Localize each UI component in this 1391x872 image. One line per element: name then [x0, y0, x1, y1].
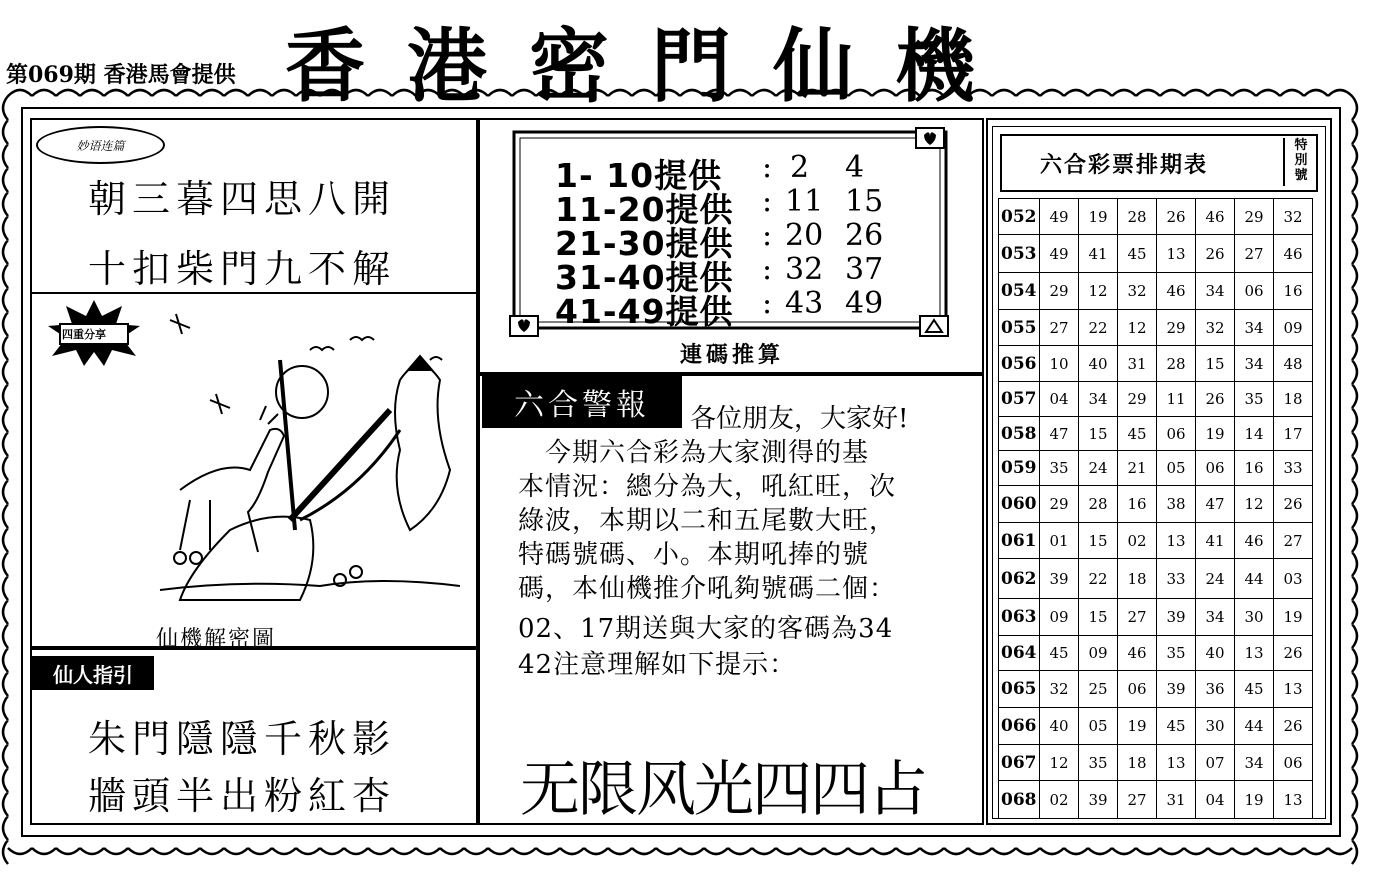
number-cell: 46: [1235, 523, 1274, 559]
header-divider: [1283, 138, 1285, 186]
period-cell: 068: [999, 781, 1040, 819]
number-cell: 12: [1079, 273, 1118, 310]
number-cell: 10: [1040, 346, 1079, 382]
number-cell: 24: [1196, 559, 1235, 599]
number-cell: 06: [1196, 451, 1235, 486]
number-cell: 16: [1274, 273, 1313, 310]
number-cell: 26: [1274, 708, 1313, 745]
range-value-2b: 15: [845, 184, 884, 219]
guide-label: 仙人指引: [32, 656, 154, 690]
period-cell: 054: [999, 273, 1040, 310]
number-cell: 34: [1235, 310, 1274, 346]
number-cell: 26: [1196, 382, 1235, 417]
period-cell: 060: [999, 486, 1040, 523]
schedule-table: [998, 198, 1313, 819]
table-row: [999, 235, 1313, 273]
table-row: [999, 199, 1313, 235]
number-cell: 29: [1118, 382, 1157, 417]
number-cell: 09: [1079, 636, 1118, 671]
table-row: [999, 599, 1313, 636]
range-value-1b: 4: [845, 150, 865, 185]
period-cell: 066: [999, 708, 1040, 745]
table-row: [999, 486, 1313, 523]
poem-line-1: 朝三暮四思八開: [88, 177, 397, 221]
number-cell: 06: [1274, 745, 1313, 781]
number-cell: 46: [1118, 636, 1157, 671]
schedule-title: 六合彩票排期表: [1040, 152, 1209, 178]
number-cell: 40: [1040, 708, 1079, 745]
number-cell: 45: [1118, 417, 1157, 451]
number-cell: 29: [1235, 199, 1274, 235]
number-cell: 25: [1079, 671, 1118, 708]
text-line-2: 本情況：總分為大，吼紅旺，次: [518, 472, 897, 502]
range-value-4b: 37: [845, 252, 884, 287]
text-line-3: 綠波，本期以二和五尾數大旺，: [518, 506, 897, 536]
number-cell: 01: [1040, 523, 1079, 559]
number-cell: 29: [1040, 486, 1079, 523]
poem2-line-1: 朱門隱隱千秋影: [88, 717, 397, 761]
number-cell: 29: [1157, 310, 1196, 346]
table-row: [999, 523, 1313, 559]
number-cell: 22: [1079, 310, 1118, 346]
number-cell: 39: [1157, 671, 1196, 708]
alarm-label: 六合警報: [482, 376, 682, 428]
period-cell: 052: [999, 199, 1040, 235]
number-cell: 45: [1157, 708, 1196, 745]
period-cell: 061: [999, 523, 1040, 559]
oval-label: 妙语连篇: [36, 126, 165, 164]
period-cell: 064: [999, 636, 1040, 671]
number-cell: 24: [1079, 451, 1118, 486]
range-sep: :: [762, 184, 773, 219]
number-cell: 34: [1235, 745, 1274, 781]
number-cell: 15: [1079, 417, 1118, 451]
range-value-4a: 32: [785, 252, 824, 287]
number-cell: 15: [1079, 599, 1118, 636]
number-cell: 35: [1079, 745, 1118, 781]
range-value-5b: 49: [845, 286, 884, 321]
number-cell: 44: [1235, 559, 1274, 599]
number-cell: 12: [1235, 486, 1274, 523]
special-number-label: 特別號: [1294, 138, 1308, 183]
number-cell: 40: [1196, 636, 1235, 671]
number-cell: 29: [1040, 273, 1079, 310]
crane-scene-illustration: [150, 300, 470, 610]
number-cell: 34: [1079, 382, 1118, 417]
number-cell: 41: [1079, 235, 1118, 273]
range-label-5: 41-49提供: [555, 292, 734, 331]
range-value-1a: 2: [790, 150, 810, 185]
number-cell: 02: [1118, 523, 1157, 559]
number-cell: 45: [1118, 235, 1157, 273]
table-row: [999, 745, 1313, 781]
number-cell: 06: [1118, 671, 1157, 708]
text-line-4: 特碼號碼、小。本期吼捧的號: [518, 540, 870, 570]
text-line-5: 碼，本仙機推介吼夠號碼二個：: [518, 574, 897, 604]
number-cell: 28: [1118, 199, 1157, 235]
number-cell: 06: [1235, 273, 1274, 310]
number-cell: 15: [1196, 346, 1235, 382]
number-cell: 32: [1040, 671, 1079, 708]
number-cell: 19: [1079, 199, 1118, 235]
number-cell: 31: [1118, 346, 1157, 382]
table-row: [999, 346, 1313, 382]
number-cell: 33: [1157, 559, 1196, 599]
range-value-3a: 20: [785, 218, 824, 253]
number-cell: 15: [1079, 523, 1118, 559]
number-cell: 28: [1157, 346, 1196, 382]
number-cell: 03: [1274, 559, 1313, 599]
number-cell: 16: [1235, 451, 1274, 486]
number-cell: 32: [1118, 273, 1157, 310]
number-cell: 31: [1157, 781, 1196, 819]
period-cell: 058: [999, 417, 1040, 451]
range-label-1: 1- 10提供: [555, 156, 723, 195]
number-cell: 34: [1196, 273, 1235, 310]
number-cell: 36: [1196, 671, 1235, 708]
range-label-4: 31-40提供: [555, 258, 734, 297]
period-cell: 063: [999, 599, 1040, 636]
number-cell: 35: [1157, 636, 1196, 671]
number-cell: 21: [1118, 451, 1157, 486]
number-cell: 16: [1118, 486, 1157, 523]
table-row: [999, 708, 1313, 745]
greeting: 各位朋友，大家好!: [690, 404, 909, 434]
text-line-7: 42注意理解如下提示：: [518, 650, 797, 680]
text-line-6: 02、17期送與大家的客碼為34: [518, 614, 894, 644]
number-cell: 13: [1157, 235, 1196, 273]
number-cell: 30: [1235, 599, 1274, 636]
number-cell: 30: [1196, 708, 1235, 745]
range-value-5a: 43: [785, 286, 824, 321]
period-cell: 053: [999, 235, 1040, 273]
number-cell: 39: [1040, 559, 1079, 599]
number-cell: 18: [1118, 559, 1157, 599]
number-cell: 40: [1079, 346, 1118, 382]
number-cell: 32: [1274, 199, 1313, 235]
number-cell: 09: [1274, 310, 1313, 346]
number-cell: 26: [1196, 235, 1235, 273]
number-cell: 44: [1235, 708, 1274, 745]
number-cell: 22: [1079, 559, 1118, 599]
number-cell: 39: [1157, 599, 1196, 636]
number-cell: 18: [1118, 745, 1157, 781]
number-cell: 13: [1235, 636, 1274, 671]
number-cell: 26: [1274, 486, 1313, 523]
number-cell: 19: [1196, 417, 1235, 451]
number-cell: 34: [1196, 599, 1235, 636]
number-cell: 12: [1118, 310, 1157, 346]
number-cell: 02: [1040, 781, 1079, 819]
number-cell: 19: [1118, 708, 1157, 745]
lian-label: 連碼推算: [680, 342, 785, 368]
range-sep: :: [762, 218, 773, 253]
range-label-2: 11-20提供: [555, 190, 734, 229]
number-cell: 27: [1040, 310, 1079, 346]
period-cell: 065: [999, 671, 1040, 708]
number-cell: 27: [1274, 523, 1313, 559]
number-cell: 19: [1274, 599, 1313, 636]
table-row: [999, 273, 1313, 310]
poem-line-2: 十扣柴門九不解: [88, 247, 397, 291]
number-cell: 05: [1079, 708, 1118, 745]
number-cell: 14: [1235, 417, 1274, 451]
poem2-line-2: 牆頭半出粉紅杏: [88, 774, 397, 818]
period-cell: 059: [999, 451, 1040, 486]
number-cell: 47: [1040, 417, 1079, 451]
number-cell: 06: [1157, 417, 1196, 451]
badge-text: 四重分享: [62, 328, 106, 341]
number-cell: 27: [1118, 599, 1157, 636]
period-cell: 062: [999, 559, 1040, 599]
number-cell: 45: [1235, 671, 1274, 708]
table-row: [999, 671, 1313, 708]
number-cell: 19: [1235, 781, 1274, 819]
table-row: [999, 559, 1313, 599]
range-label-3: 21-30提供: [555, 224, 734, 263]
range-value-3b: 26: [845, 218, 884, 253]
number-cell: 05: [1157, 451, 1196, 486]
number-cell: 26: [1157, 199, 1196, 235]
period-cell: 067: [999, 745, 1040, 781]
range-sep: :: [762, 150, 773, 185]
page-title: 香港密門仙機: [285, 20, 1017, 113]
number-cell: 13: [1157, 523, 1196, 559]
number-cell: 04: [1196, 781, 1235, 819]
number-cell: 45: [1040, 636, 1079, 671]
number-cell: 07: [1196, 745, 1235, 781]
number-cell: 04: [1040, 382, 1079, 417]
number-cell: 34: [1235, 346, 1274, 382]
number-cell: 32: [1196, 310, 1235, 346]
number-cell: 46: [1274, 235, 1313, 273]
number-cell: 41: [1196, 523, 1235, 559]
number-cell: 49: [1040, 235, 1079, 273]
number-cell: 46: [1157, 273, 1196, 310]
table-row: [999, 636, 1313, 671]
issue-number: 第069期 香港馬會提供: [6, 62, 236, 88]
table-row: [999, 382, 1313, 417]
number-cell: 17: [1274, 417, 1313, 451]
text-line-1: 今期六合彩為大家測得的基: [518, 438, 870, 468]
number-cell: 28: [1079, 486, 1118, 523]
table-row: [999, 417, 1313, 451]
image-caption: 仙機解密圖: [156, 627, 277, 652]
table-row: [999, 781, 1313, 819]
number-cell: 13: [1274, 671, 1313, 708]
number-cell: 13: [1274, 781, 1313, 819]
table-row: [999, 310, 1313, 346]
period-cell: 056: [999, 346, 1040, 382]
period-cell: 057: [999, 382, 1040, 417]
number-cell: 11: [1157, 382, 1196, 417]
number-cell: 47: [1196, 486, 1235, 523]
number-cell: 18: [1274, 382, 1313, 417]
number-cell: 39: [1079, 781, 1118, 819]
table-row: [999, 451, 1313, 486]
number-cell: 33: [1274, 451, 1313, 486]
number-cell: 26: [1274, 636, 1313, 671]
number-cell: 12: [1040, 745, 1079, 781]
range-sep: :: [762, 252, 773, 287]
number-cell: 27: [1235, 235, 1274, 273]
number-cell: 13: [1157, 745, 1196, 781]
number-cell: 27: [1118, 781, 1157, 819]
number-cell: 46: [1196, 199, 1235, 235]
range-sep: :: [762, 286, 773, 321]
range-value-2a: 11: [785, 184, 824, 219]
number-cell: 48: [1274, 346, 1313, 382]
number-cell: 35: [1235, 382, 1274, 417]
number-cell: 09: [1040, 599, 1079, 636]
number-cell: 35: [1040, 451, 1079, 486]
number-cell: 38: [1157, 486, 1196, 523]
period-cell: 055: [999, 310, 1040, 346]
slogan: 无限风光四四占: [520, 755, 926, 825]
number-cell: 49: [1040, 199, 1079, 235]
